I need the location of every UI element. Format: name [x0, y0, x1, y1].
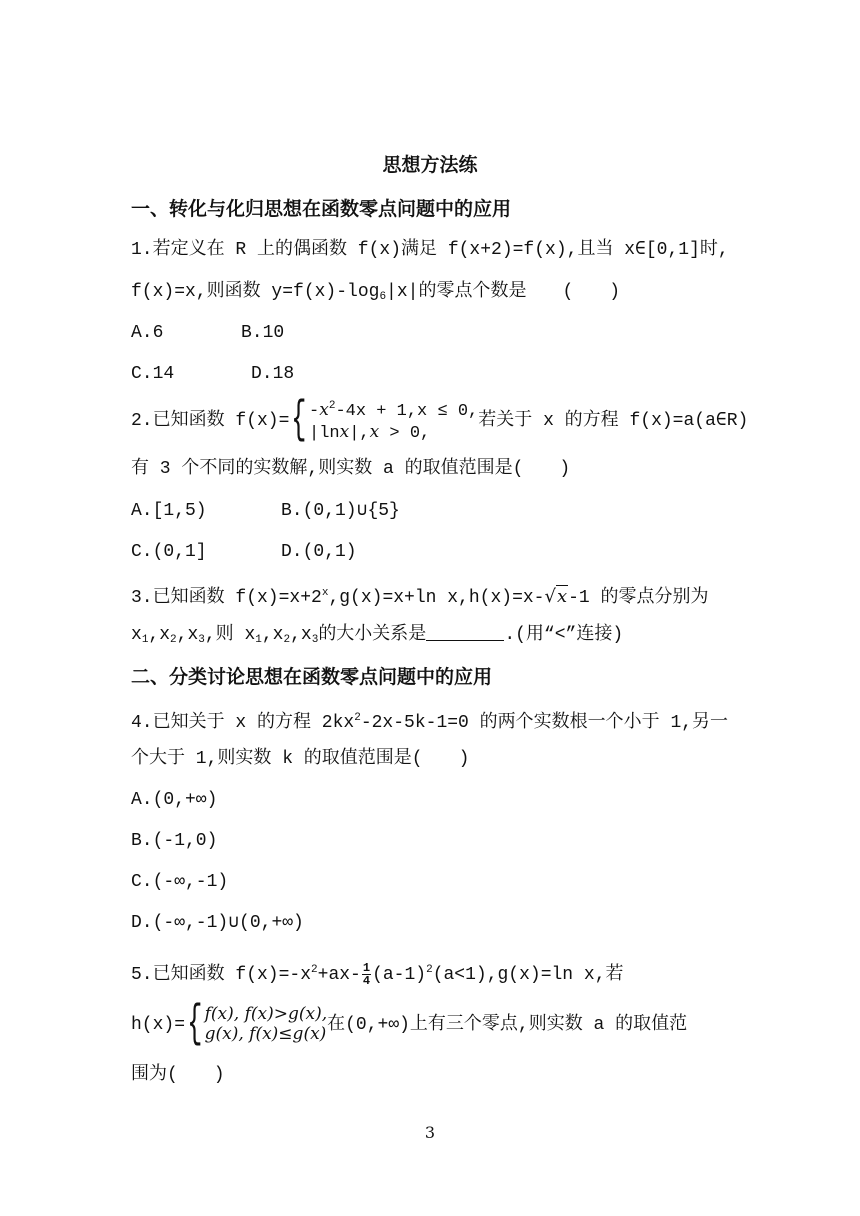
q3-l2-a: x — [131, 625, 142, 645]
q2-case2-b: |, — [349, 424, 370, 443]
q3-line2 — [131, 622, 623, 653]
q3-l2-h: .(用“<”连接) — [504, 625, 624, 645]
q2-prefix: 2.已知函数 f(x)= — [131, 410, 290, 431]
q1-line1: 1.若定义在 R 上的偶函数 f(x)满足 f(x+2)=f(x),且当 x∈[0,1]时, — [131, 240, 729, 260]
q5-case-2: g(x), f(x)≤g(x) — [204, 1024, 327, 1045]
q3-sqrt: √x — [544, 586, 568, 607]
q4-line1-a: 4.已知关于 x 的方程 2kx — [131, 713, 355, 733]
q2-case-2 — [309, 422, 478, 444]
q4-option-b: B.(-1,0) — [131, 831, 218, 851]
q2-case2-d: > 0, — [379, 424, 431, 443]
q3-l2-b: ,x — [148, 625, 171, 645]
q1-option-d: D.18 — [251, 364, 295, 384]
q4-option-d: D.(-∞,-1)∪(0,+∞) — [131, 913, 304, 933]
q5-line1 — [131, 957, 624, 988]
q4-line1-b: -2x-5k-1=0 的两个实数根一个小于 1,另一 — [360, 713, 729, 733]
q1-line2-a: f(x)=x,则函数 y=f(x)-log — [131, 282, 380, 302]
q3-line1 — [131, 580, 709, 611]
q2-cases — [309, 396, 478, 444]
q2-case2-x: x — [339, 422, 350, 442]
q3-exponent: x — [321, 587, 329, 599]
q5-cases — [205, 1004, 327, 1044]
q3-l2-d: ,则 x — [204, 625, 256, 645]
q5-sup1: 2 — [311, 964, 318, 976]
q3-l2-e: ,x — [261, 625, 284, 645]
q1-option-b: B.10 — [241, 323, 285, 343]
q2-option-d: D.(0,1) — [281, 542, 357, 562]
q5-h-prefix: h(x)= — [131, 1015, 186, 1035]
q5-frac-numerator: 1 — [362, 960, 371, 975]
q3-l2-s6: 3 — [311, 634, 319, 646]
section-heading-1: 一、转化与化归思想在函数零点问题中的应用 — [131, 198, 512, 220]
q3-l2-s1: 1 — [141, 634, 149, 646]
q2-case1-sup: 2 — [328, 400, 336, 412]
q2-case2-a: |ln — [309, 424, 340, 443]
q2-suffix: 若关于 x 的方程 f(x)=a(a∈R) — [478, 410, 749, 431]
q5-b: +ax- — [317, 965, 361, 985]
q3-c: -1 的零点分别为 — [568, 588, 709, 608]
q3-l2-c: ,x — [176, 625, 199, 645]
q3-answer-blank[interactable] — [426, 622, 504, 641]
q3-l2-g: 的大小关系是 — [318, 625, 427, 645]
q2-line2: 有 3 个不同的实数解,则实数 a 的取值范围是( ) — [131, 459, 571, 479]
page-number: 3 — [424, 1123, 436, 1142]
q1-option-c: C.14 — [131, 364, 175, 384]
q4-line2: 个大于 1,则实数 k 的取值范围是( ) — [131, 749, 470, 769]
q5-h-suffix: 在(0,+∞)上有三个零点,则实数 a 的取值范 — [327, 1015, 688, 1035]
q3-l2-s4: 1 — [255, 634, 262, 646]
q4-option-c: C.(-∞,-1) — [131, 872, 229, 892]
q4-line1 — [131, 705, 728, 736]
q2-case1-b: -4x + 1,x ≤ 0, — [335, 402, 479, 421]
q1-line2-b: |x|的零点个数是 ( ) — [386, 282, 621, 302]
q3-b: ,g(x)=x+ln x,h(x)=x- — [328, 588, 545, 608]
q5-brace: { — [187, 998, 203, 1051]
q1-line2 — [131, 279, 620, 310]
page-title: 思想方法练 — [382, 154, 478, 176]
q3-l2-f: ,x — [290, 625, 312, 645]
q4-sup: 2 — [354, 712, 361, 724]
q2-case-1 — [309, 396, 478, 422]
q5-frac-denominator: 4 — [362, 973, 371, 988]
q3-radicand: x — [556, 586, 568, 607]
q4-option-a: A.(0,+∞) — [131, 790, 218, 810]
q5-c: (a-1) — [372, 965, 427, 985]
q2-case1-a: - — [309, 402, 320, 421]
q3-l2-s2: 2 — [170, 634, 177, 646]
q3-l2-s5: 2 — [283, 634, 291, 646]
q5-case-1: f(x), f(x)>g(x), — [204, 1004, 328, 1025]
q2-line1 — [131, 396, 748, 444]
q2-option-b: B.(0,1)∪{5} — [281, 501, 400, 521]
q5-line3: 围为( ) — [131, 1065, 225, 1085]
q1-log-base: 6 — [379, 291, 387, 303]
q3-l2-s3: 3 — [198, 634, 205, 646]
section-heading-2: 二、分类讨论思想在函数零点问题中的应用 — [131, 666, 493, 688]
q5-fraction — [362, 962, 371, 987]
q3-a: 3.已知函数 f(x)=x+2 — [131, 588, 322, 608]
q5-a: 5.已知函数 f(x)=-x — [131, 965, 312, 985]
q2-option-a: A.[1,5) — [131, 501, 207, 521]
q2-case1-x: x — [319, 400, 329, 420]
q2-case2-c: x — [369, 422, 380, 442]
q2-brace: { — [291, 394, 307, 446]
q2-option-c: C.(0,1] — [131, 542, 207, 562]
q5-line2 — [131, 998, 688, 1051]
q1-option-a: A.6 — [131, 323, 164, 343]
q5-sup2: 2 — [426, 964, 433, 976]
q5-d: (a<1),g(x)=ln x,若 — [432, 965, 624, 985]
